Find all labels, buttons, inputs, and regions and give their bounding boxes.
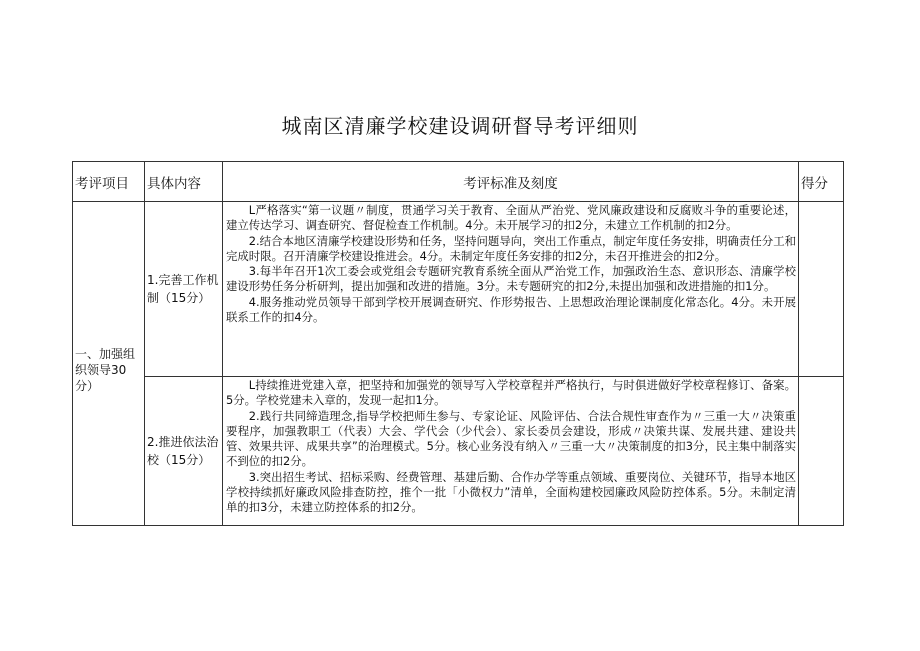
header-item: 考评项目 <box>73 162 145 202</box>
header-content: 具体内容 <box>145 162 223 202</box>
criteria-cell <box>223 202 799 377</box>
evaluation-table <box>72 161 844 526</box>
header-criteria: 考评标准及刻度 <box>223 162 799 202</box>
table-header-row <box>73 162 844 202</box>
score-cell[interactable] <box>799 377 844 526</box>
criteria-item: 3.每半年召开1次工委会或党组会专题研究教育系统全面从严治党工作，加强政治生态、意识形态、清廉学校建设形势任务分析研判，提出加强和改进的措施。3分。未专题研究的扣2分,未提出加强和改进措施的扣1分。 <box>226 264 796 294</box>
score-cell[interactable] <box>799 202 844 377</box>
content-cell: 1.完善工作机制（15分） <box>145 202 223 377</box>
criteria-item: 2.结合本地区清廉学校建设形势和任务，坚持问题导向，突出工作重点，制定年度任务安排，明确责任分工和完成时限。召开清廉学校建设推进会。4分。未制定年度任务安排的扣2分，未召开推进会的扣2分。 <box>226 233 796 263</box>
criteria-item: 3.突出招生考试、招标采购、经费管理、基建后勤、合作办学等重点领域、重要岗位、关键环节，指导本地区学校持续抓好廉政风险排查防控，推个一批「小微权力”清单，全面构建校园廉政风险防控体系。5分。未制定清单的扣3分，未建立防控体系的扣2分。 <box>226 469 796 515</box>
table-row <box>73 377 844 526</box>
criteria-item: L持续推进党建入章，把坚持和加强党的领导写入学校章程并严格执行，与时俱进做好学校章程修订、备案。5分。学校党建未入章的，发现一起扣1分。 <box>226 378 796 408</box>
criteria-cell <box>223 377 799 526</box>
header-score: 得分 <box>799 162 844 202</box>
criteria-item: 2.践行共同缔造理念,指导学校把师生参与、专家论证、风险评估、合法合规性审查作为〃三重一大〃决策重要程序，加强教职工（代表）大会、学代会（少代会）、家长委员会建设，形成〃决策共谋、发展共建、建设共管、效果共评、成果共享”的治理模式。5分。核心业务没有纳入〃三重一大〃决策制度的扣3分，民主集中制落实不到位的扣2分。 <box>226 408 796 469</box>
document-title: 城南区清廉学校建设调研督导考评细则 <box>281 114 639 138</box>
content-cell: 2.推进依法治校（15分） <box>145 377 223 526</box>
category-label: 一、加强组织领导30分） <box>75 346 136 393</box>
criteria-item: 4.服务推动党员领导干部到学校开展调查研究、作形势报告、上思想政治理论课制度化常态化。4分。未开展联系工作的扣4分。 <box>226 294 796 325</box>
criteria-item: L严格落实“第一议题〃制度，贯通学习关于教育、全面从严治党、党风廉政建设和反腐败斗争的重要论述，建立传达学习、调查研究、督促检查工作机制。4分。未开展学习的扣2分，未建立工作机制的扣2分。 <box>226 203 796 233</box>
table-row <box>73 202 844 377</box>
category-cell <box>73 202 145 526</box>
